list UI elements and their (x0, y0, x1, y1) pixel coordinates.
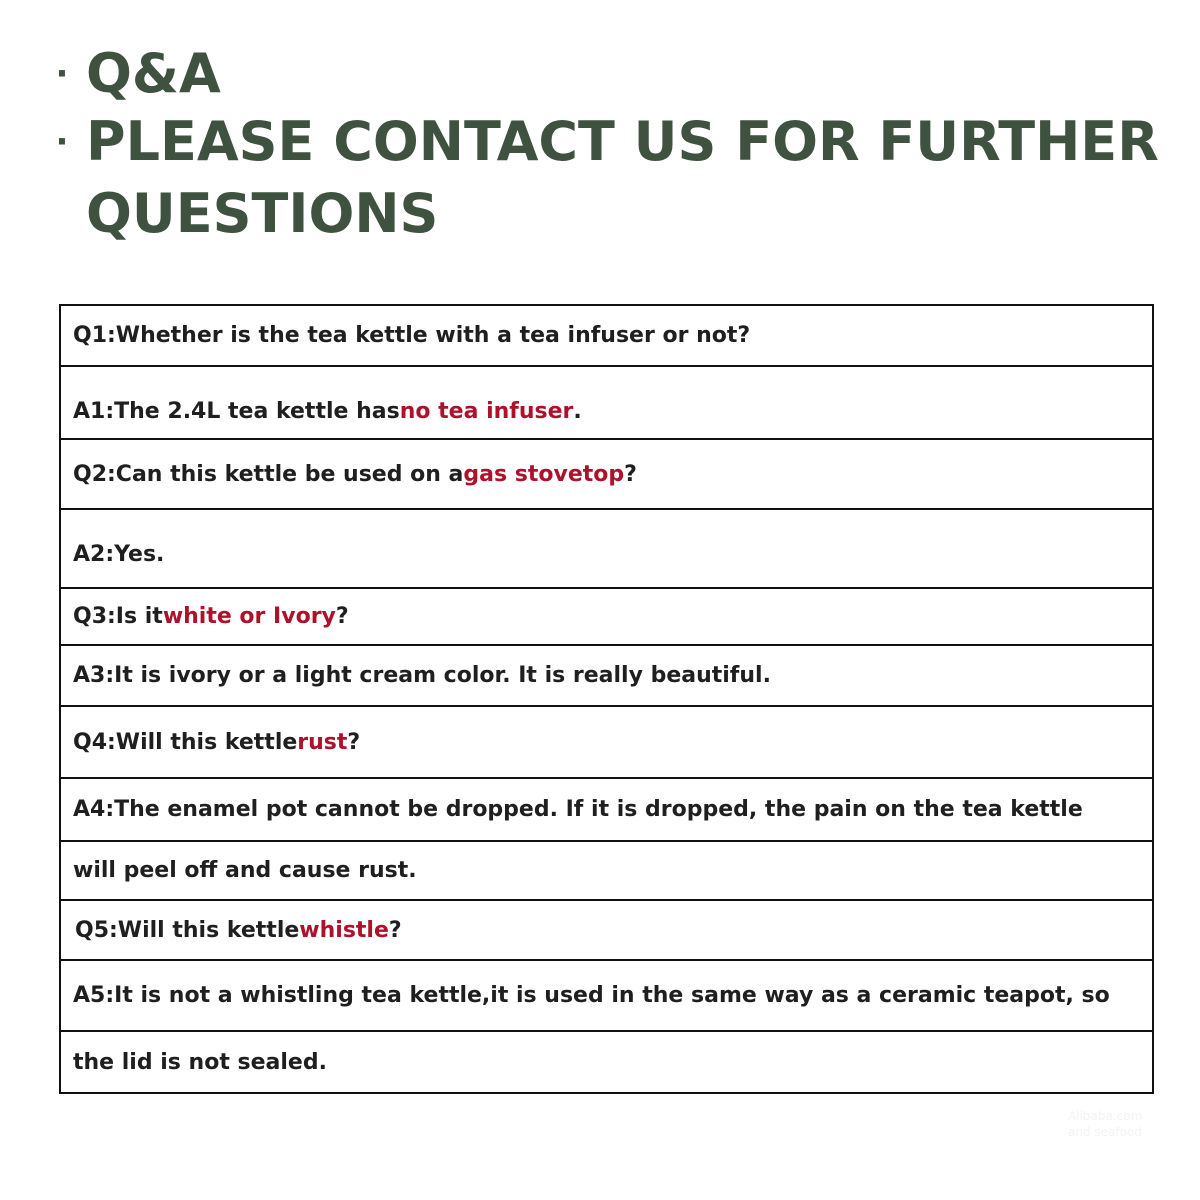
header-subtitle-line1: PLEASE CONTACT US FOR FURTHER (86, 110, 1159, 173)
qa-row-q3 (61, 589, 1152, 646)
bullet-icon: · (55, 54, 69, 94)
row-text: Q2:Can this kettle be used on a (73, 461, 464, 487)
watermark (1068, 1108, 1142, 1140)
row-text: Q1:Whether is the tea kettle with a tea infuser or not? (73, 323, 751, 348)
row-text-end: ? (347, 729, 361, 755)
qa-row-q4 (61, 707, 1152, 779)
row-highlight: gas stovetop (463, 461, 625, 487)
qa-table (59, 304, 1154, 1094)
qa-row-q2 (61, 440, 1152, 510)
row-text-end: ? (388, 917, 402, 943)
qa-row-q1 (61, 306, 1152, 367)
watermark-line2: and seafood (1068, 1125, 1142, 1139)
row-highlight: no tea infuser (399, 399, 574, 424)
row-text: A2:Yes. (73, 542, 165, 567)
row-text: the lid is not sealed. (73, 1049, 327, 1075)
qa-row-a4 (61, 779, 1152, 842)
row-text-end: ? (624, 461, 637, 487)
qa-row-a2 (61, 510, 1152, 589)
qa-row-a3 (61, 646, 1152, 707)
row-text-end: ? (335, 604, 349, 629)
watermark-line1: Alibaba.com (1068, 1109, 1143, 1123)
row-text: will peel off and cause rust. (73, 858, 417, 883)
row-text: Q3:Is it (73, 604, 163, 629)
row-text-end: . (573, 399, 582, 424)
row-text: A4:The enamel pot cannot be dropped. If it is dropped, the pain on the tea kettle (73, 797, 1083, 822)
qa-row-a5 (61, 961, 1152, 1032)
row-text: A3:It is ivory or a light cream color. It is really beautiful. (73, 663, 771, 688)
qa-row-a1 (61, 367, 1152, 440)
row-text: A1:The 2.4L tea kettle has (73, 399, 400, 424)
row-text: A5:It is not a whistling tea kettle,it is used in the same way as a ceramic teapot, so (73, 983, 1110, 1008)
row-highlight: white or Ivory (162, 604, 336, 629)
qa-row-a5-cont (61, 1032, 1152, 1092)
row-text: Q5:Will this kettle (75, 917, 300, 943)
bullet-icon: · (55, 122, 69, 162)
row-highlight: whistle (299, 917, 389, 943)
header-subtitle-line2: QUESTIONS (86, 182, 439, 245)
row-highlight: rust (297, 729, 348, 755)
qa-row-q5 (61, 901, 1152, 961)
row-text: Q4:Will this kettle (73, 729, 298, 755)
header-title: Q&A (86, 42, 221, 105)
qa-row-a4-cont (61, 842, 1152, 901)
